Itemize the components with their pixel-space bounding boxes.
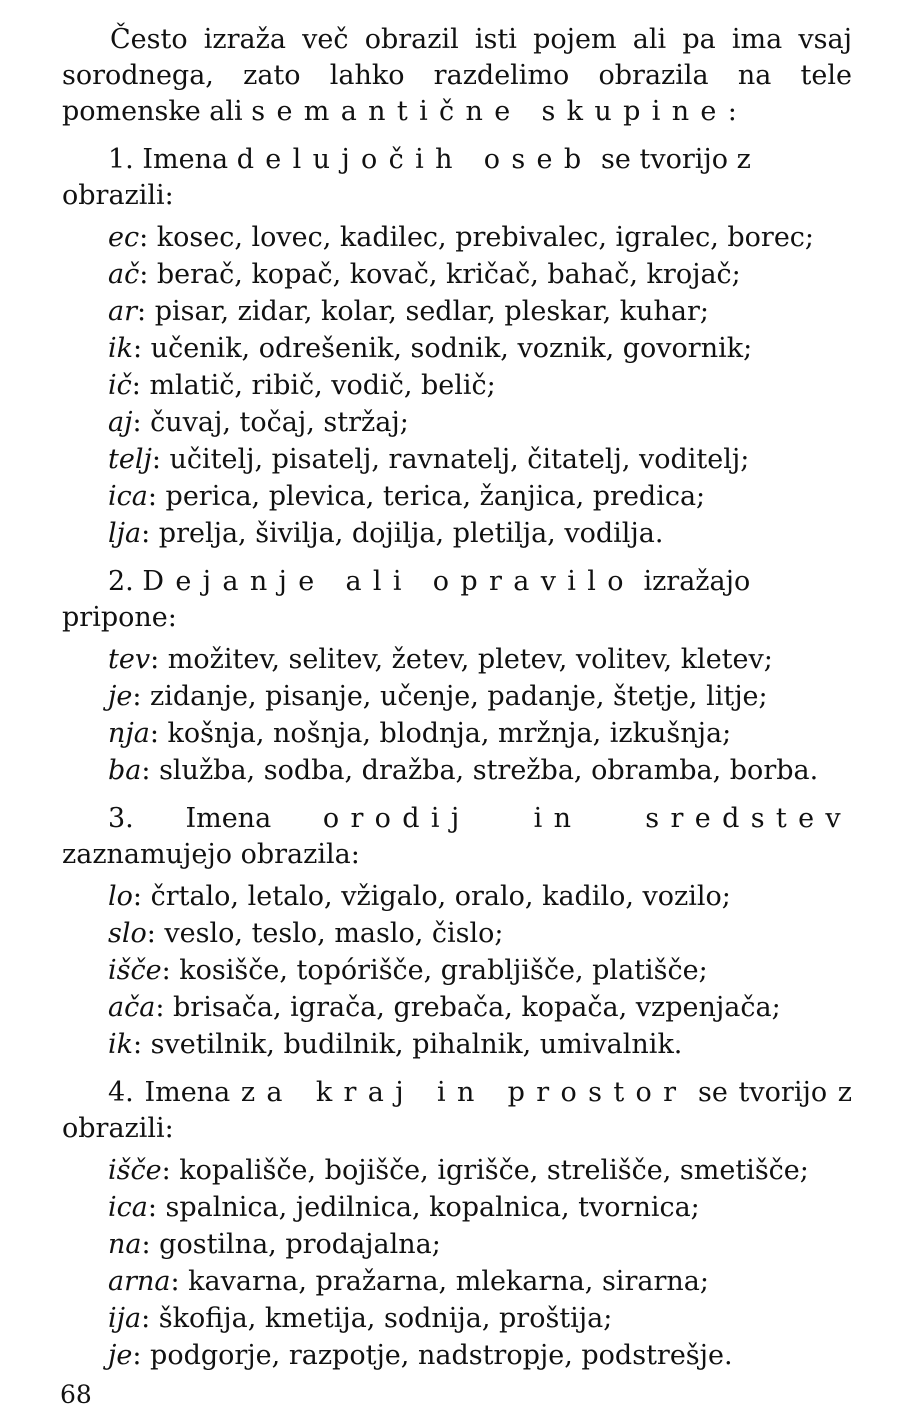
list-item (62, 516, 852, 552)
list-item (62, 916, 852, 952)
heading-post: se tvorijo z obrazili: (62, 144, 751, 211)
section-number: 2. (108, 566, 134, 597)
list-item (62, 879, 852, 915)
examples: : kosec, lovec, kadilec, prebivalec, igralec, borec; (139, 222, 815, 253)
suffix: ica (108, 481, 148, 512)
suffix: ač (108, 259, 140, 290)
section-heading (62, 1075, 852, 1147)
page-number: 68 (60, 1380, 92, 1409)
suffix: išče (108, 955, 162, 986)
list-item (62, 1301, 852, 1337)
list-item (62, 405, 852, 441)
heading-pre: Imena (142, 144, 237, 175)
examples: : gostilna, prodajalna; (141, 1229, 441, 1260)
heading-spaced: Dejanje ali opravilo (142, 566, 635, 597)
section-2 (62, 564, 852, 789)
examples: : zidanje, pisanje, učenje, padanje, štetje, litje; (132, 681, 768, 712)
section-4 (62, 1075, 852, 1374)
list-item (62, 479, 852, 515)
examples: : perica, plevica, terica, žanjica, predica; (147, 481, 706, 512)
heading-spaced: delujočih oseb (236, 144, 593, 175)
examples: : košnja, nošnja, blodnja, mržnja, izkušnja; (149, 718, 732, 749)
suffix: ača (108, 992, 156, 1023)
suffix: na (108, 1229, 142, 1260)
heading-pre: Imena (144, 1077, 241, 1108)
suffix: ič (108, 370, 132, 401)
heading-post: zaznamujejo obrazila: (62, 839, 360, 870)
examples: : škofija, kmetija, sodnija, proštija; (141, 1303, 613, 1334)
suffix: ik (108, 333, 133, 364)
section-heading (62, 564, 852, 636)
suffix: telj (108, 444, 152, 475)
examples: : kopališče, bojišče, igrišče, strelišče, smetišče; (161, 1155, 809, 1186)
page-content (62, 22, 852, 1375)
suffix: arna (108, 1266, 171, 1297)
section-number: 1. (108, 144, 134, 175)
section-heading (62, 142, 852, 214)
list-item (62, 1153, 852, 1189)
section-heading (62, 801, 852, 873)
list-item (62, 716, 852, 752)
list-item (62, 442, 852, 478)
list-item (62, 679, 852, 715)
examples: : služba, sodba, dražba, strežba, obramba, borba. (141, 755, 819, 786)
section-1 (62, 142, 852, 552)
list-item (62, 1338, 852, 1374)
examples: : spalnica, jedilnica, kopalnica, tvornica; (147, 1192, 700, 1223)
list-item (62, 1027, 852, 1063)
suffix: tev (108, 644, 151, 675)
examples: : učitelj, pisatelj, ravnatelj, čitatelj, voditelj; (151, 444, 750, 475)
section-number: 4. (108, 1077, 134, 1108)
suffix: ar (108, 296, 138, 327)
list-item (62, 294, 852, 330)
examples: : podgorje, razpotje, nadstropje, podstrešje. (132, 1340, 733, 1371)
examples: : čuvaj, točaj, stržaj; (132, 407, 409, 438)
list-item (62, 257, 852, 293)
suffix: ik (108, 1029, 133, 1060)
suffix: nja (108, 718, 150, 749)
suffix: išče (108, 1155, 162, 1186)
examples: : brisača, igrača, grebača, kopača, vzpenjača; (155, 992, 781, 1023)
examples: : veslo, teslo, maslo, čislo; (146, 918, 504, 949)
heading-spaced: orodij in sredstev (322, 803, 852, 834)
heading-post: izražajo pripone: (62, 566, 751, 633)
list-item (62, 990, 852, 1026)
examples: : mlatič, ribič, vodič, belič; (131, 370, 496, 401)
list-item (62, 331, 852, 367)
examples: : svetilnik, budilnik, pihalnik, umivalnik. (133, 1029, 683, 1060)
examples: : črtalo, letalo, vžigalo, oralo, kadilo, vozilo; (132, 881, 731, 912)
list-item (62, 953, 852, 989)
intro-paragraph (62, 22, 852, 130)
suffix: je (108, 681, 133, 712)
examples: : kavarna, pražarna, mlekarna, sirarna; (170, 1266, 709, 1297)
section-number: 3. (108, 803, 134, 834)
heading-spaced: za kraj in prostor (240, 1077, 688, 1108)
examples: : možitev, selitev, žetev, pletev, volitev, kletev; (150, 644, 773, 675)
suffix: slo (108, 918, 147, 949)
list-item (62, 220, 852, 256)
examples: : kosišče, topórišče, grabljišče, platišče; (161, 955, 708, 986)
examples: : berač, kopač, kovač, kričač, bahač, krojač; (139, 259, 741, 290)
examples: : pisar, zidar, kolar, sedlar, pleskar, kuhar; (137, 296, 709, 327)
suffix: ec (108, 222, 140, 253)
list-item (62, 1264, 852, 1300)
intro-spaced-term: semantične skupine (251, 96, 728, 127)
suffix: ba (108, 755, 142, 786)
list-item (62, 1227, 852, 1263)
list-item (62, 1190, 852, 1226)
examples: : prelja, šivilja, dojilja, pletilja, vodilja. (141, 518, 664, 549)
intro-colon: : (727, 96, 737, 127)
list-item (62, 368, 852, 404)
suffix: aj (108, 407, 133, 438)
section-3 (62, 801, 852, 1063)
list-item (62, 753, 852, 789)
suffix: je (108, 1340, 133, 1371)
suffix: lo (108, 881, 133, 912)
list-item (62, 642, 852, 678)
intro-text: Često izraža več obrazil isti pojem ali pa ima vsaj sorodnega, zato lahko razdelimo obrazila na tele pomenske ali (62, 24, 852, 127)
suffix: lja (108, 518, 142, 549)
suffix: ija (108, 1303, 142, 1334)
heading-post: se tvorijo z obrazili: (62, 1077, 852, 1144)
examples: : učenik, odrešenik, sodnik, voznik, govornik; (133, 333, 753, 364)
suffix: ica (108, 1192, 148, 1223)
heading-pre: Imena (185, 803, 323, 834)
